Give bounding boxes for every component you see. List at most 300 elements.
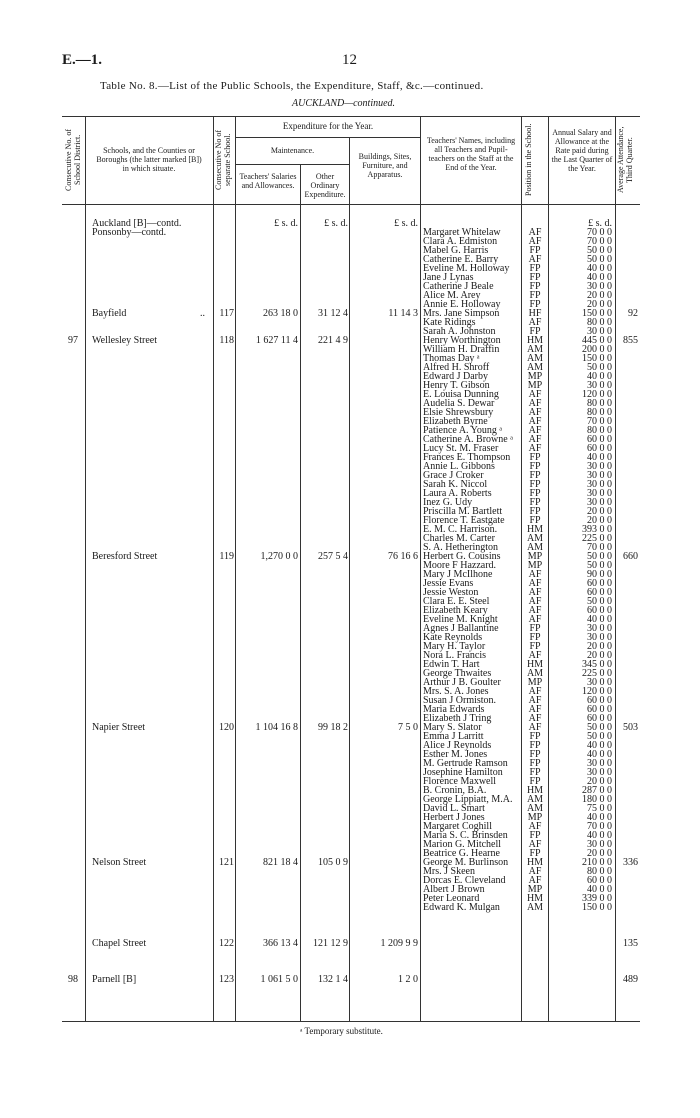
- header-teachers-salaries: Teachers' Salaries and Allowances.: [239, 172, 297, 190]
- teacher-position: FP: [529, 461, 541, 472]
- teacher-salary: 40 0 0: [587, 830, 612, 841]
- school-name: Auckland [B]—contd.: [92, 218, 182, 229]
- teacher-salary: 50 0 0: [587, 551, 612, 562]
- teacher-name: S. A. Hetherington: [423, 542, 498, 553]
- teacher-name: Eveline M. Holloway: [423, 263, 510, 274]
- teacher-salary: 30 0 0: [587, 677, 612, 688]
- teacher-salary: 60 0 0: [587, 605, 612, 616]
- teacher-name: George M. Burlinson: [423, 857, 509, 868]
- page-ref: E.—1.: [62, 52, 103, 68]
- teacher-salary: 90 0 0: [587, 569, 612, 580]
- teacher-name: Albert J Brown: [423, 884, 485, 895]
- teacher-position: AF: [528, 587, 542, 598]
- teacher-position: AF: [528, 416, 542, 427]
- school-number: 121: [219, 857, 234, 868]
- teacher-name: Alfred H. Shroff: [423, 362, 490, 373]
- teacher-position: FP: [529, 740, 541, 751]
- teacher-position: HM: [526, 857, 544, 868]
- table-title: Table No. 8.—List of the Public Schools, the Expenditure, Staff, &c.—continued.: [100, 80, 484, 92]
- teacher-position: MP: [527, 812, 543, 823]
- teacher-name: Beatrice G. Hearne: [423, 848, 500, 859]
- teachers-salaries-value: 821 18 4: [263, 857, 298, 868]
- teacher-salary: 60 0 0: [587, 713, 612, 724]
- teacher-name: Elsie Shrewsbury: [423, 407, 494, 418]
- teacher-name: B. Cronin, B.A.: [423, 785, 487, 796]
- col-divider: [420, 116, 421, 1021]
- teacher-position: MP: [527, 560, 543, 571]
- teacher-position: FP: [529, 272, 541, 283]
- header-schools: Schools, and the Counties or Boroughs (the latter marked [B]) in which situate.: [96, 146, 202, 173]
- teacher-name: Annie E. Holloway: [423, 299, 501, 310]
- teacher-salary: 70 0 0: [587, 821, 612, 832]
- school-number: 118: [219, 335, 234, 346]
- teacher-salary: 225 0 0: [582, 533, 612, 544]
- teacher-position: HM: [526, 893, 544, 904]
- maintenance-sub-rule: [235, 164, 349, 165]
- teachers-salaries-value: 366 13 4: [263, 938, 298, 949]
- teacher-position: FP: [529, 245, 541, 256]
- teacher-position: HM: [526, 524, 544, 535]
- teacher-salary: 20 0 0: [587, 848, 612, 859]
- teacher-position: FP: [529, 497, 541, 508]
- teacher-position: AF: [528, 596, 542, 607]
- teacher-salary: 70 0 0: [587, 227, 612, 238]
- teacher-salary: 200 0 0: [582, 344, 612, 355]
- teacher-position: FP: [529, 281, 541, 292]
- teacher-name: Mary H. Taylor: [423, 641, 486, 652]
- district-number: 98: [68, 974, 78, 985]
- teacher-name: Florence T. Eastgate: [423, 515, 505, 526]
- teacher-salary: 50 0 0: [587, 560, 612, 571]
- teacher-name: Catherine J Beale: [423, 281, 494, 292]
- teacher-salary: 20 0 0: [587, 506, 612, 517]
- teacher-salary: 70 0 0: [587, 416, 612, 427]
- teacher-position: FP: [529, 488, 541, 499]
- teacher-salary: 30 0 0: [587, 767, 612, 778]
- district-heading: AUCKLAND—continued.: [292, 98, 396, 109]
- teacher-name: Margaret Coghill: [423, 821, 492, 832]
- teacher-position: AM: [526, 542, 544, 553]
- other-expenditure-value: 257 5 4: [318, 551, 348, 562]
- header-other-ordinary: Other Ordinary Expenditure.: [304, 172, 346, 199]
- teacher-position: AF: [528, 722, 542, 733]
- teachers-salaries-value: 1 104 16 8: [255, 722, 298, 733]
- teacher-position: AF: [528, 605, 542, 616]
- teacher-position: FP: [529, 641, 541, 652]
- teacher-name: Alice M. Arey: [423, 290, 481, 301]
- currency-label-salaries: £ s. d.: [274, 218, 298, 229]
- teacher-name: Arthur J B. Goulter: [423, 677, 501, 688]
- teacher-salary: 50 0 0: [587, 596, 612, 607]
- leader-dots: ..: [200, 308, 205, 319]
- teacher-position: AF: [528, 434, 542, 445]
- teacher-salary: 20 0 0: [587, 515, 612, 526]
- teacher-position: AF: [528, 254, 542, 265]
- teacher-salary: 180 0 0: [582, 794, 612, 805]
- other-expenditure-value: 99 18 2: [318, 722, 348, 733]
- currency-label-buildings: £ s. d.: [394, 218, 418, 229]
- teacher-name: Clara A. Edmiston: [423, 236, 498, 247]
- teacher-position: AM: [526, 353, 544, 364]
- teacher-name: M. Gertrude Ramson: [423, 758, 508, 769]
- teacher-name: George Lippiatt, M.A.: [423, 794, 513, 805]
- teacher-position: AM: [526, 794, 544, 805]
- teacher-salary: 60 0 0: [587, 443, 612, 454]
- col-divider: [213, 116, 214, 1021]
- teacher-name: Josephine Hamilton: [423, 767, 503, 778]
- teacher-name: Sarah A. Johnston: [423, 326, 496, 337]
- header-maintenance: Maintenance.: [270, 146, 315, 155]
- teacher-salary: 225 0 0: [582, 668, 612, 679]
- teacher-name: Priscilla M. Bartlett: [423, 506, 503, 517]
- teacher-salary: 50 0 0: [587, 362, 612, 373]
- teacher-name: Jessie Weston: [423, 587, 479, 598]
- school-number: 123: [219, 974, 234, 985]
- buildings-value: 7 5 0: [398, 722, 418, 733]
- average-attendance: 336: [623, 857, 638, 868]
- teacher-name: Audelia S. Dewar: [423, 398, 495, 409]
- teacher-salary: 60 0 0: [587, 875, 612, 886]
- teacher-name: Susan J Ormiston.: [423, 695, 497, 706]
- district-number: 97: [68, 335, 78, 346]
- teacher-name: William H. Draffin: [423, 344, 500, 355]
- teacher-position: HM: [526, 659, 544, 670]
- teacher-position: MP: [527, 371, 543, 382]
- teacher-salary: 150 0 0: [582, 308, 612, 319]
- teacher-name: George Thwaites: [423, 668, 492, 679]
- teacher-name: Agnes J Ballantine: [423, 623, 499, 634]
- teacher-salary: 30 0 0: [587, 623, 612, 634]
- table-bottom-rule: [62, 1021, 640, 1022]
- teacher-salary: 60 0 0: [587, 704, 612, 715]
- teacher-position: FP: [529, 290, 541, 301]
- teacher-salary: 30 0 0: [587, 380, 612, 391]
- buildings-value: 11 14 3: [388, 308, 418, 319]
- teacher-position: FP: [529, 848, 541, 859]
- teacher-position: FP: [529, 758, 541, 769]
- teacher-name: Dorcas E. Cleveland: [423, 875, 506, 886]
- teachers-salaries-value: 1,270 0 0: [260, 551, 298, 562]
- teacher-name: Elizabeth Byrne: [423, 416, 488, 427]
- teacher-position: AM: [526, 668, 544, 679]
- teacher-position: FP: [529, 470, 541, 481]
- teacher-salary: 70 0 0: [587, 542, 612, 553]
- average-attendance: 135: [623, 938, 638, 949]
- header-teachers-names: Teachers' Names, including all Teachers and Pupil-teachers on the Staff at the End of the Year.: [426, 136, 516, 172]
- teacher-position: AM: [526, 533, 544, 544]
- teacher-position: MP: [527, 551, 543, 562]
- teacher-salary: 80 0 0: [587, 425, 612, 436]
- school-name: Wellesley Street: [92, 335, 158, 346]
- teacher-position: HM: [526, 335, 544, 346]
- teacher-salary: 30 0 0: [587, 488, 612, 499]
- col-divider: [85, 116, 86, 1021]
- school-name: Napier Street: [92, 722, 146, 733]
- teacher-salary: 40 0 0: [587, 749, 612, 760]
- teacher-name: Elizabeth Keary: [423, 605, 488, 616]
- col-divider: [349, 137, 350, 1021]
- teacher-name: Maria S. C. Brinsden: [423, 830, 508, 841]
- table-top-rule: [62, 116, 640, 117]
- teacher-salary: 20 0 0: [587, 776, 612, 787]
- teacher-salary: 20 0 0: [587, 641, 612, 652]
- other-expenditure-value: 31 12 4: [318, 308, 348, 319]
- average-attendance: 660: [623, 551, 638, 562]
- buildings-value: 1 2 0: [398, 974, 418, 985]
- teacher-position: FP: [529, 731, 541, 742]
- teacher-name: Kate Reynolds: [423, 632, 483, 643]
- teacher-salary: 60 0 0: [587, 578, 612, 589]
- other-expenditure-value: 121 12 9: [313, 938, 348, 949]
- teacher-salary: 40 0 0: [587, 272, 612, 283]
- teacher-position: FP: [529, 479, 541, 490]
- buildings-value: 76 16 6: [388, 551, 418, 562]
- teacher-name: Florence Maxwell: [423, 776, 497, 787]
- teacher-position: AF: [528, 425, 542, 436]
- teacher-salary: 287 0 0: [582, 785, 612, 796]
- header-position: Position in the School.: [524, 123, 533, 197]
- school-number: 122: [219, 938, 234, 949]
- teacher-position: FP: [529, 749, 541, 760]
- expenditure-sub-rule: [235, 137, 420, 138]
- teacher-salary: 20 0 0: [587, 650, 612, 661]
- teacher-name: Jane J Lynas: [423, 272, 474, 283]
- teacher-salary: 80 0 0: [587, 317, 612, 328]
- teacher-salary: 40 0 0: [587, 371, 612, 382]
- teacher-position: AF: [528, 704, 542, 715]
- teacher-salary: 50 0 0: [587, 731, 612, 742]
- school-name: Parnell [B]: [92, 974, 137, 985]
- teacher-name: Catherine E. Barry: [423, 254, 499, 265]
- average-attendance: 503: [623, 722, 638, 733]
- teacher-salary: 70 0 0: [587, 236, 612, 247]
- teacher-salary: 30 0 0: [587, 326, 612, 337]
- teacher-salary: 40 0 0: [587, 263, 612, 274]
- teachers-salaries-value: 1 627 11 4: [255, 335, 298, 346]
- teacher-position: FP: [529, 776, 541, 787]
- teacher-salary: 60 0 0: [587, 695, 612, 706]
- teacher-name: Sarah K. Niccol: [423, 479, 488, 490]
- teacher-salary: 40 0 0: [587, 812, 612, 823]
- teacher-position: FP: [529, 452, 541, 463]
- teacher-position: AF: [528, 875, 542, 886]
- teacher-name: Catherine A. Browne ᵃ: [423, 434, 513, 445]
- teacher-name: Frances E. Thompson: [423, 452, 511, 463]
- header-buildings: Buildings, Sites, Furniture, and Apparatus.: [358, 152, 412, 179]
- teacher-position: FP: [529, 326, 541, 337]
- teacher-position: AF: [528, 569, 542, 580]
- teacher-salary: 150 0 0: [582, 353, 612, 364]
- teacher-name: Laura A. Roberts: [423, 488, 492, 499]
- teacher-salary: 339 0 0: [582, 893, 612, 904]
- teacher-position: AM: [526, 803, 544, 814]
- teacher-name: Esther M. Jones: [423, 749, 488, 760]
- other-expenditure-value: 132 1 4: [318, 974, 348, 985]
- teacher-salary: 445 0 0: [582, 335, 612, 346]
- teacher-name: E. Louisa Dunning: [423, 389, 499, 400]
- teacher-position: AF: [528, 389, 542, 400]
- teacher-name: Mary J McIlhone: [423, 569, 493, 580]
- teacher-name: Inez G. Udy: [423, 497, 473, 508]
- teacher-salary: 30 0 0: [587, 470, 612, 481]
- teacher-name: Clara E. E. Steel: [423, 596, 490, 607]
- teacher-position: AF: [528, 227, 542, 238]
- teacher-name: Marion G. Mitchell: [423, 839, 502, 850]
- teacher-position: AF: [528, 821, 542, 832]
- teacher-name: Peter Leonard: [423, 893, 480, 904]
- header-attendance: Average Attendance, Third Quarter.: [616, 126, 634, 194]
- teacher-salary: 30 0 0: [587, 461, 612, 472]
- header-bottom-rule: [62, 204, 640, 205]
- teachers-salaries-value: 1 061 5 0: [260, 974, 298, 985]
- footnote: ᵃ Temporary substitute.: [300, 1026, 383, 1036]
- teacher-position: AM: [526, 344, 544, 355]
- teacher-salary: 210 0 0: [582, 857, 612, 868]
- teacher-name: Mrs. Jane Simpson: [423, 308, 500, 319]
- school-number: 117: [219, 308, 234, 319]
- teacher-salary: 40 0 0: [587, 740, 612, 751]
- teacher-position: AF: [528, 614, 542, 625]
- teacher-salary: 40 0 0: [587, 614, 612, 625]
- teacher-salary: 20 0 0: [587, 290, 612, 301]
- teacher-salary: 60 0 0: [587, 434, 612, 445]
- teacher-position: AF: [528, 686, 542, 697]
- teacher-name: Elizabeth J Tring: [423, 713, 492, 724]
- teacher-name: Edwin T. Hart: [423, 659, 480, 670]
- col-divider: [300, 164, 301, 1021]
- teacher-name: Eveline M. Knight: [423, 614, 498, 625]
- school-number: 120: [219, 722, 234, 733]
- teacher-salary: 150 0 0: [582, 902, 612, 913]
- teacher-name: Margaret Whitelaw: [423, 227, 501, 238]
- teacher-name: Herbert J Jones: [423, 812, 485, 823]
- teacher-position: AF: [528, 317, 542, 328]
- teacher-salary: 30 0 0: [587, 839, 612, 850]
- teacher-position: FP: [529, 830, 541, 841]
- teacher-position: AF: [528, 398, 542, 409]
- page-number: 12: [342, 52, 357, 68]
- teacher-salary: 345 0 0: [582, 659, 612, 670]
- teacher-position: FP: [529, 299, 541, 310]
- currency-label-other: £ s. d.: [324, 218, 348, 229]
- teacher-salary: 30 0 0: [587, 758, 612, 769]
- teacher-position: FP: [529, 506, 541, 517]
- teacher-position: FP: [529, 623, 541, 634]
- teacher-name: Maria Edwards: [423, 704, 485, 715]
- teacher-name: Kate Ridings: [423, 317, 476, 328]
- buildings-value: 1 209 9 9: [380, 938, 418, 949]
- col-divider: [615, 116, 616, 1021]
- teacher-name: Edward J Darby: [423, 371, 488, 382]
- teacher-name: Mrs. J Skeen: [423, 866, 475, 877]
- teacher-salary: 80 0 0: [587, 407, 612, 418]
- teacher-salary: 75 0 0: [587, 803, 612, 814]
- other-expenditure-value: 221 4 9: [318, 335, 348, 346]
- teacher-salary: 40 0 0: [587, 452, 612, 463]
- teacher-salary: 20 0 0: [587, 299, 612, 310]
- other-expenditure-value: 105 0 9: [318, 857, 348, 868]
- teacher-position: AF: [528, 236, 542, 247]
- school-name: Beresford Street: [92, 551, 158, 562]
- teacher-name: Lucy St. M. Fraser: [423, 443, 499, 454]
- teacher-salary: 120 0 0: [582, 686, 612, 697]
- teacher-name: Charles M. Carter: [423, 533, 495, 544]
- teacher-name: Emma J Larritt: [423, 731, 484, 742]
- teacher-position: AF: [528, 650, 542, 661]
- school-name: Chapel Street: [92, 938, 147, 949]
- teacher-name: Edward K. Mulgan: [423, 902, 500, 913]
- teacher-position: AF: [528, 713, 542, 724]
- teacher-position: AM: [526, 362, 544, 373]
- school-number: 119: [219, 551, 234, 562]
- teacher-salary: 60 0 0: [587, 587, 612, 598]
- header-expenditure: Expenditure for the Year.: [282, 121, 374, 131]
- teacher-position: AF: [528, 839, 542, 850]
- teacher-salary: 50 0 0: [587, 245, 612, 256]
- teacher-position: AF: [528, 407, 542, 418]
- teacher-name: Patience A. Young ᵃ: [423, 425, 503, 436]
- teacher-salary: 30 0 0: [587, 497, 612, 508]
- teacher-position: FP: [529, 263, 541, 274]
- teacher-name: Henry T. Gibson: [423, 380, 490, 391]
- teacher-position: AF: [528, 866, 542, 877]
- teachers-salaries-value: 263 18 0: [263, 308, 298, 319]
- header-salary: Annual Salary and Allowance at the Rate paid during the Last Quarter of the Year.: [551, 128, 613, 173]
- teacher-position: AF: [528, 443, 542, 454]
- teacher-name: Moore F Hazzard.: [423, 560, 497, 571]
- teacher-position: AF: [528, 695, 542, 706]
- teacher-position: AM: [526, 902, 544, 913]
- school-name: Nelson Street: [92, 857, 147, 868]
- header-consec-district: Consecutive No. of School District.: [64, 129, 82, 191]
- teacher-name: Herbert G. Cousins: [423, 551, 501, 562]
- teacher-position: FP: [529, 515, 541, 526]
- header-consec-school: Consecutive No of separate School.: [214, 130, 232, 190]
- school-name: Bayfield: [92, 308, 127, 319]
- teacher-name: Alice J Reynolds: [423, 740, 492, 751]
- teacher-salary: 50 0 0: [587, 254, 612, 265]
- average-attendance: 855: [623, 335, 638, 346]
- teacher-name: Annie L. Gibbons: [423, 461, 495, 472]
- teacher-salary: 120 0 0: [582, 389, 612, 400]
- average-attendance: 92: [628, 308, 638, 319]
- teacher-position: MP: [527, 380, 543, 391]
- teacher-name: Mary S. Slator: [423, 722, 482, 733]
- teacher-salary: 80 0 0: [587, 866, 612, 877]
- teacher-name: Henry Worthington: [423, 335, 501, 346]
- teacher-salary: 393 0 0: [582, 524, 612, 535]
- teacher-salary: 30 0 0: [587, 632, 612, 643]
- teacher-salary: 80 0 0: [587, 398, 612, 409]
- col-divider: [235, 116, 236, 1021]
- teacher-name: Mrs. S. A. Jones: [423, 686, 489, 697]
- teacher-salary: 40 0 0: [587, 884, 612, 895]
- average-attendance: 489: [623, 974, 638, 985]
- teacher-name: David L. Smart: [423, 803, 485, 814]
- teacher-name: Nora L. Francis: [423, 650, 487, 661]
- teacher-name: Mabel G. Harris: [423, 245, 489, 256]
- teacher-position: FP: [529, 767, 541, 778]
- teacher-name: E. M. C. Harrison.: [423, 524, 498, 535]
- teacher-position: MP: [527, 677, 543, 688]
- teacher-position: MP: [527, 884, 543, 895]
- teacher-position: FP: [529, 632, 541, 643]
- teacher-name: Grace J Croker: [423, 470, 484, 481]
- teacher-salary: 50 0 0: [587, 722, 612, 733]
- teacher-name: Thomas Day ᵃ: [423, 353, 480, 364]
- teacher-salary: 30 0 0: [587, 281, 612, 292]
- teacher-salary: 30 0 0: [587, 479, 612, 490]
